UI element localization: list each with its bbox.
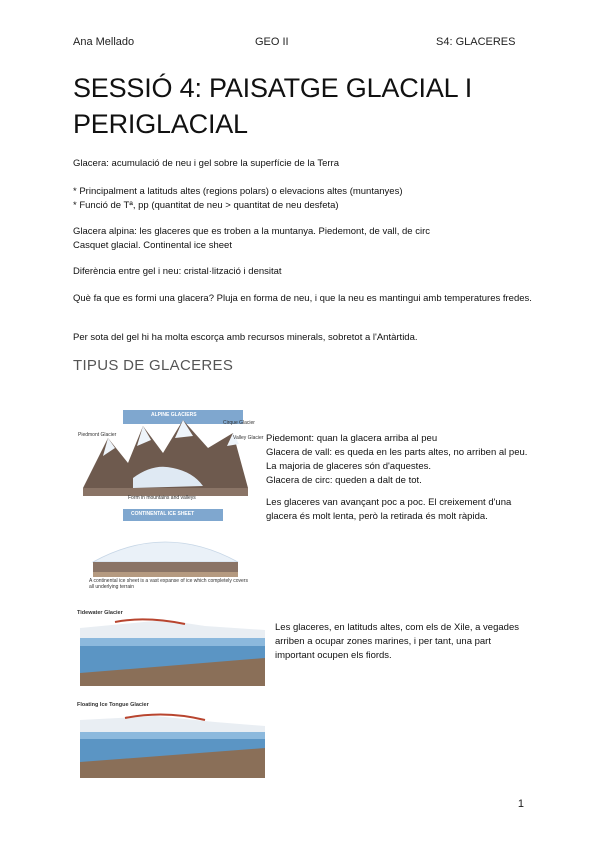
paragraph-alpine: Glacera alpina: les glaceres que es troben a la muntanya. Piedemont, de vall, de circ <box>73 226 430 237</box>
bullet-function: * Funció de Tª, pp (quantitat de neu > quantitat de neu desfeta) <box>73 200 339 211</box>
floating-tongue-figure <box>75 700 265 780</box>
ice-sheet-illustration <box>73 507 258 589</box>
advance-text: Les glaceres van avançant poc a poc. El creixement d'una glacera és molt lenta, però la retirada és molt ràpida. <box>266 497 512 522</box>
paragraph-ice-cap: Casquet glacial. Continental ice sheet <box>73 240 232 251</box>
header-section: S4: GLACERES <box>436 36 516 48</box>
alpine-valley-label: Valley Glacier <box>233 435 264 441</box>
page-number: 1 <box>517 798 524 810</box>
paragraph-minerals: Per sota del gel hi ha molta escorça amb recursos minerals, sobretot a l'Antàrtida. <box>73 332 418 343</box>
paragraph-ice-snow: Diferència entre gel i neu: cristal·lització i densitat <box>73 266 282 277</box>
paragraph-definition: Glacera: acumulació de neu i gel sobre la superfície de la Terra <box>73 158 339 169</box>
header-author: Ana Mellado <box>73 36 135 48</box>
floating-tongue-illustration <box>75 700 265 780</box>
ice-sheet-caption: A continental ice sheet is a vast expanse of ice which completely covers all underlying terrain <box>89 578 248 590</box>
alpine-cirque-label: Cirque Glacier <box>223 420 255 426</box>
glacier-types-text <box>266 432 531 524</box>
tidewater-title: Tidewater Glacier <box>77 610 123 616</box>
ice-sheet-title: CONTINENTAL ICE SHEET <box>131 511 195 517</box>
page-title: SESSIÓ 4: PAISATGE GLACIAL I PERIGLACIAL <box>73 73 473 139</box>
valley-text: Glacera de vall: es queda en les parts altes, no arriben al peu. La majoria de glaceres són d'aquestes. <box>266 447 528 472</box>
ice-sheet-figure <box>73 507 258 589</box>
tidewater-figure <box>75 608 265 688</box>
marine-text: Les glaceres, en latituds altes, com els de Xile, a vegades arriben a ocupar zones marines, i per tant, una part important ocupen els fiords. <box>275 622 519 661</box>
alpine-caption: Form in mountains and valleys <box>128 495 196 501</box>
floating-title: Floating Ice Tongue Glacier <box>77 702 149 708</box>
alpine-glaciers-figure <box>73 408 264 503</box>
piedmont-text: Piedemont: quan la glacera arriba al peu <box>266 433 438 444</box>
alpine-title: ALPINE GLACIERS <box>151 412 197 418</box>
alpine-piedmont-label: Piedmont Glacier <box>78 432 117 438</box>
tidewater-illustration <box>75 608 265 688</box>
section-title: TIPUS DE GLACERES <box>73 357 234 374</box>
bullet-latitudes: * Principalment a latituds altes (regions polars) o elevacions altes (muntanyes) <box>73 186 403 197</box>
header-course: GEO II <box>255 36 289 48</box>
paragraph-formation: Què fa que es formi una glacera? Pluja en forma de neu, i que la neu es mantingui amb temperatures fredes. <box>73 293 532 304</box>
cirque-text: Glacera de circ: queden a dalt de tot. <box>266 475 422 486</box>
